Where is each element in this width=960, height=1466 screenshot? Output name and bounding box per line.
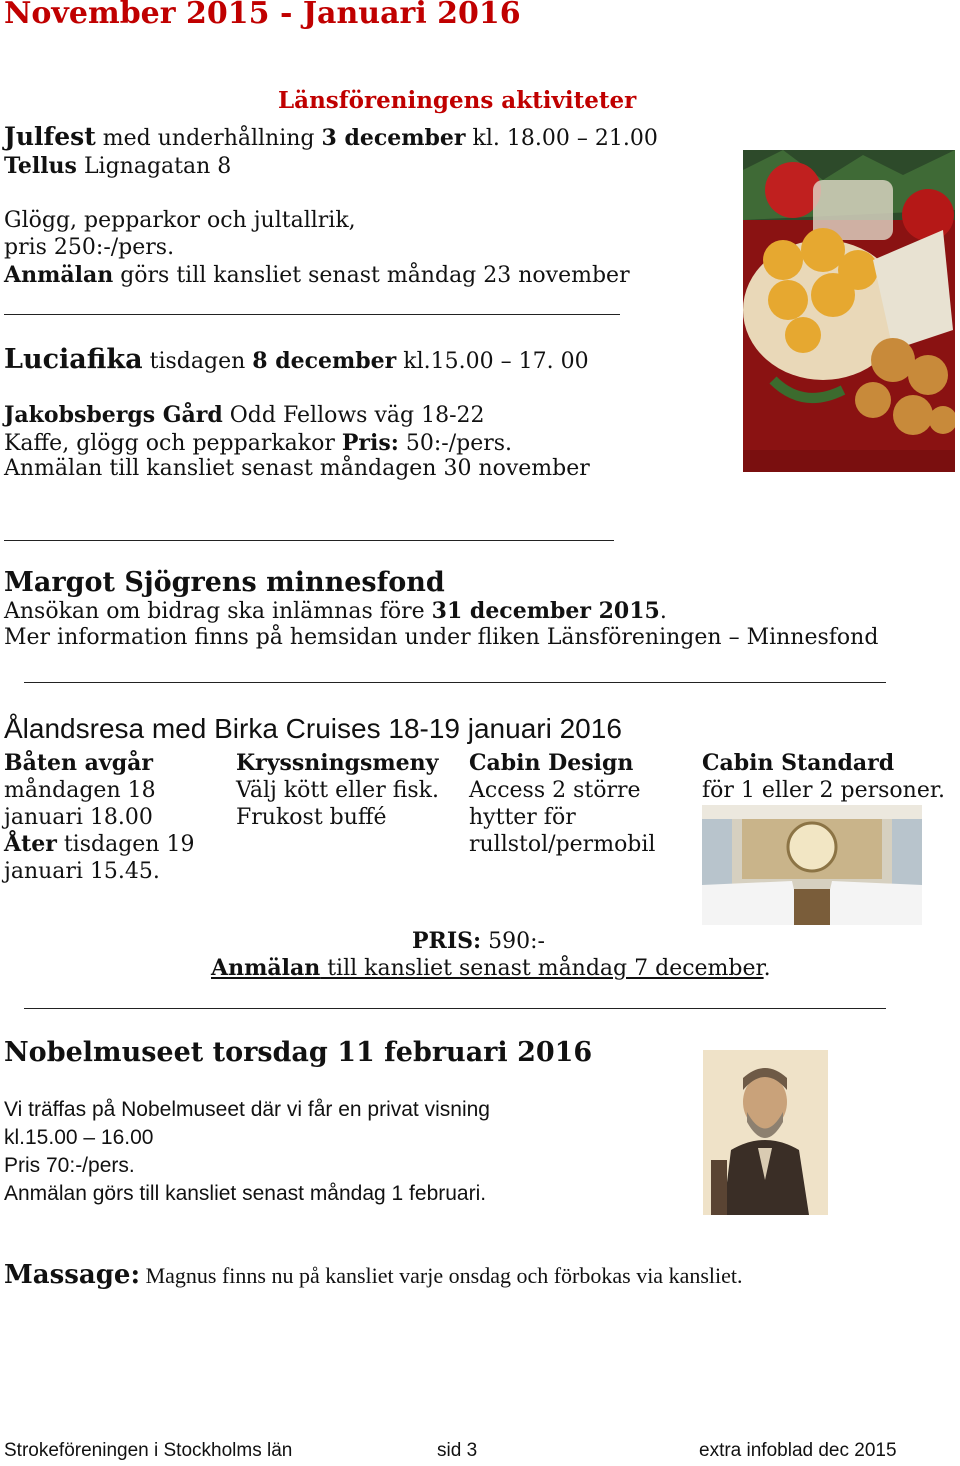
- footer-org: Strokeföreningen i Stockholms län: [4, 1440, 293, 1461]
- alandsresa-col-cabin-standard: [702, 750, 945, 804]
- alandsresa-col-menu: [236, 750, 439, 831]
- christmas-photo-svg: [743, 150, 955, 472]
- nobel-line: Anmälan görs till kansliet senast måndag 1 februari.: [4, 1182, 487, 1205]
- luciafika-date: 8 december: [252, 348, 397, 374]
- alandsresa-price: [412, 928, 545, 954]
- column-heading: Båten avgår: [4, 750, 153, 776]
- christmas-photo: [743, 150, 955, 472]
- alandsresa-col-cabin-design: [469, 750, 655, 858]
- luciafika-title: Luciafika: [4, 344, 143, 375]
- minnesfond-line1-end: .: [659, 599, 667, 624]
- footer-page: sid 3: [437, 1440, 478, 1461]
- massage-text: Magnus finns nu på kansliet varje onsdag och förbokas via kansliet.: [140, 1263, 743, 1288]
- signup-end: .: [763, 956, 771, 981]
- column-heading: Kryssningsmeny: [236, 750, 439, 776]
- column-line: för 1 eller 2 personer.: [702, 778, 945, 803]
- nobel-line: kl.15.00 – 16.00: [4, 1126, 154, 1149]
- julfest-place-name: Tellus: [4, 153, 77, 179]
- nobel-title: Nobelmuseet torsdag 11 februari 2016: [4, 1037, 593, 1068]
- minnesfond-line2: Mer information finns på hemsidan under fliken Länsföreningen – Minnesfond: [4, 625, 879, 650]
- massage-line: [4, 1260, 743, 1290]
- luciafika-line1: [4, 344, 589, 375]
- column-line: [4, 831, 194, 858]
- julfest-desc2: pris 250:-/pers.: [4, 235, 175, 260]
- luciafika-time: kl.15.00 – 17. 00: [396, 349, 589, 374]
- price-value: 590:-: [481, 929, 545, 954]
- column-line: januari 15.45.: [4, 859, 160, 884]
- column-line: rullstol/permobil: [469, 832, 656, 857]
- minnesfond-title: Margot Sjögrens minnesfond: [4, 567, 445, 598]
- julfest-date: 3 december: [321, 125, 466, 151]
- alandsresa-col-departure: [4, 750, 194, 885]
- column-line: januari 18.00: [4, 805, 153, 830]
- divider: [4, 314, 620, 315]
- luciafika-desc-text: Kaffe, glögg och pepparkakor: [4, 431, 342, 456]
- minnesfond-deadline: 31 december 2015: [431, 598, 660, 624]
- signup-label: Anmälan: [211, 955, 321, 981]
- julfest-place-address: Lignagatan 8: [76, 154, 232, 179]
- luciafika-signup: Anmälan till kansliet senast måndagen 30 november: [4, 456, 590, 481]
- luciafika-price-label: Pris:: [341, 430, 399, 456]
- column-line: Access 2 större: [469, 778, 641, 803]
- portrait-photo: [703, 1050, 828, 1215]
- massage-label: Massage:: [4, 1260, 141, 1290]
- cabin-photo-svg: [702, 805, 922, 925]
- column-line: hytter för: [469, 805, 576, 830]
- cabin-photo: [702, 805, 922, 925]
- nobel-line: Pris 70:-/pers.: [4, 1154, 135, 1177]
- luciafika-place: [4, 402, 485, 428]
- julfest-desc1: Glögg, pepparkor och jultallrik,: [4, 208, 356, 233]
- column-line: Välj kött eller fisk.: [236, 778, 439, 803]
- return-text: tisdagen 19: [56, 832, 195, 857]
- divider: [24, 682, 886, 683]
- julfest-signup: [4, 262, 630, 288]
- alandsresa-title: Ålandsresa med Birka Cruises 18-19 januari 2016: [4, 713, 622, 744]
- julfest-text: med underhållning: [95, 126, 322, 151]
- luciafika-price: 50:-/pers.: [398, 431, 513, 456]
- portrait-photo-svg: [703, 1050, 828, 1215]
- column-line: Frukost buffé: [236, 805, 387, 830]
- signup-text: till kansliet senast måndag 7 december: [320, 956, 764, 981]
- column-heading: Cabin Design: [469, 750, 634, 776]
- julfest-signup-text: görs till kansliet senast måndag 23 november: [113, 263, 630, 288]
- nobel-details: [4, 1096, 490, 1208]
- minnesfond-line1: [4, 598, 667, 624]
- luciafika-desc: [4, 430, 512, 456]
- nobel-line: Vi träffas på Nobelmuseet där vi får en privat visning: [4, 1098, 490, 1121]
- julfest-place: [4, 153, 231, 179]
- luciafika-place-address: Odd Fellows väg 18-22: [222, 403, 485, 428]
- minnesfond-line1-text: Ansökan om bidrag ska inlämnas före: [4, 599, 432, 624]
- julfest-signup-label: Anmälan: [4, 262, 114, 288]
- divider: [4, 540, 614, 541]
- luciafika-day: tisdagen: [142, 349, 253, 374]
- luciafika-place-name: Jakobsbergs Gård: [4, 402, 223, 428]
- julfest-time: kl. 18.00 – 21.00: [465, 126, 658, 151]
- divider: [24, 1008, 886, 1009]
- alandsresa-signup: [211, 955, 771, 981]
- price-label: PRIS:: [412, 928, 482, 954]
- return-label: Åter: [4, 831, 57, 857]
- column-heading: Cabin Standard: [702, 750, 895, 776]
- page-title: November 2015 - Januari 2016: [4, 0, 521, 31]
- section-heading: Länsföreningens aktiviteter: [278, 87, 637, 114]
- julfest-title: Julfest: [4, 122, 96, 151]
- julfest-line1: [4, 122, 658, 151]
- footer-note: extra infoblad dec 2015: [699, 1440, 897, 1461]
- column-line: måndagen 18: [4, 778, 156, 803]
